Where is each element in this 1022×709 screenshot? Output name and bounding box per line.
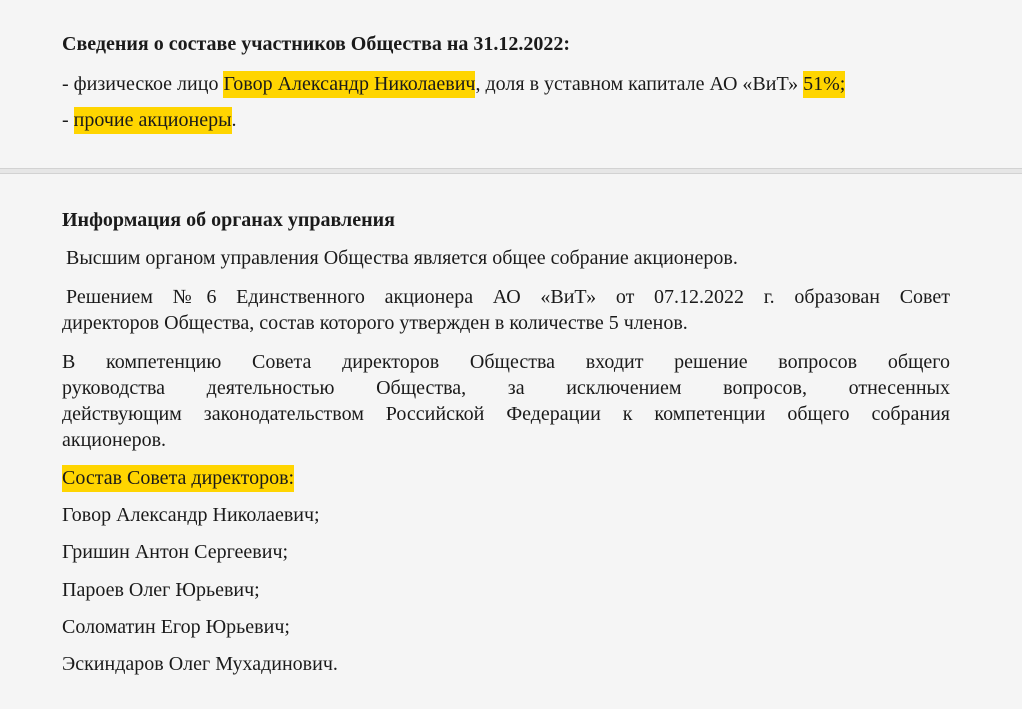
management-para1: Высшим органом управления Общества является общее собрание акционеров. [66,247,738,269]
board-heading-line [62,465,294,491]
management-para3-line3: действующим законодательством Российской Федерации к компетенции общего собрания [62,403,950,425]
management-heading: Информация об органах управления [62,209,395,231]
board-heading: Состав Совета директоров: [62,465,294,492]
participant-others-line [62,107,237,133]
participant-others-prefix: - [62,109,74,131]
board-member: Говор Александр Николаевич; [62,504,320,526]
management-section [0,174,1022,709]
management-para2-line1: Решением №6 Единственного акционера АО «ВиТ» от 07.12.2022 г. образован Совет [66,286,950,308]
management-para3-line1: В компетенцию Совета директоров Общества входит решение вопросов общего [62,351,950,373]
participant-person-name: Говор Александр Николаевич [223,71,475,98]
board-member: Соломатин Егор Юрьевич; [62,616,290,638]
participant-others-suffix: . [231,109,237,131]
board-member: Эскиндаров Олег Мухадинович. [62,653,338,675]
board-member: Гришин Антон Сергеевич; [62,541,289,563]
participant-person-line [62,71,845,97]
participants-section [0,0,1022,168]
participant-person-middle: , доля в уставном капитале АО «ВиТ» [475,73,804,95]
management-para2-line2: директоров Общества, состав которого утвержден в количестве 5 членов. [62,312,688,334]
participant-others-label: прочие акционеры [74,107,232,134]
participant-person-prefix: - физическое лицо [62,73,224,95]
participant-person-share: 51%; [803,71,845,98]
board-member: Пароев Олег Юрьевич; [62,579,260,601]
participants-heading: Сведения о составе участников Общества на 31.12.2022: [62,33,571,55]
management-para3-line2: руководства деятельностью Общества, за исключением вопросов, отнесенных [62,377,950,399]
management-para3-line4: акционеров. [62,429,167,451]
